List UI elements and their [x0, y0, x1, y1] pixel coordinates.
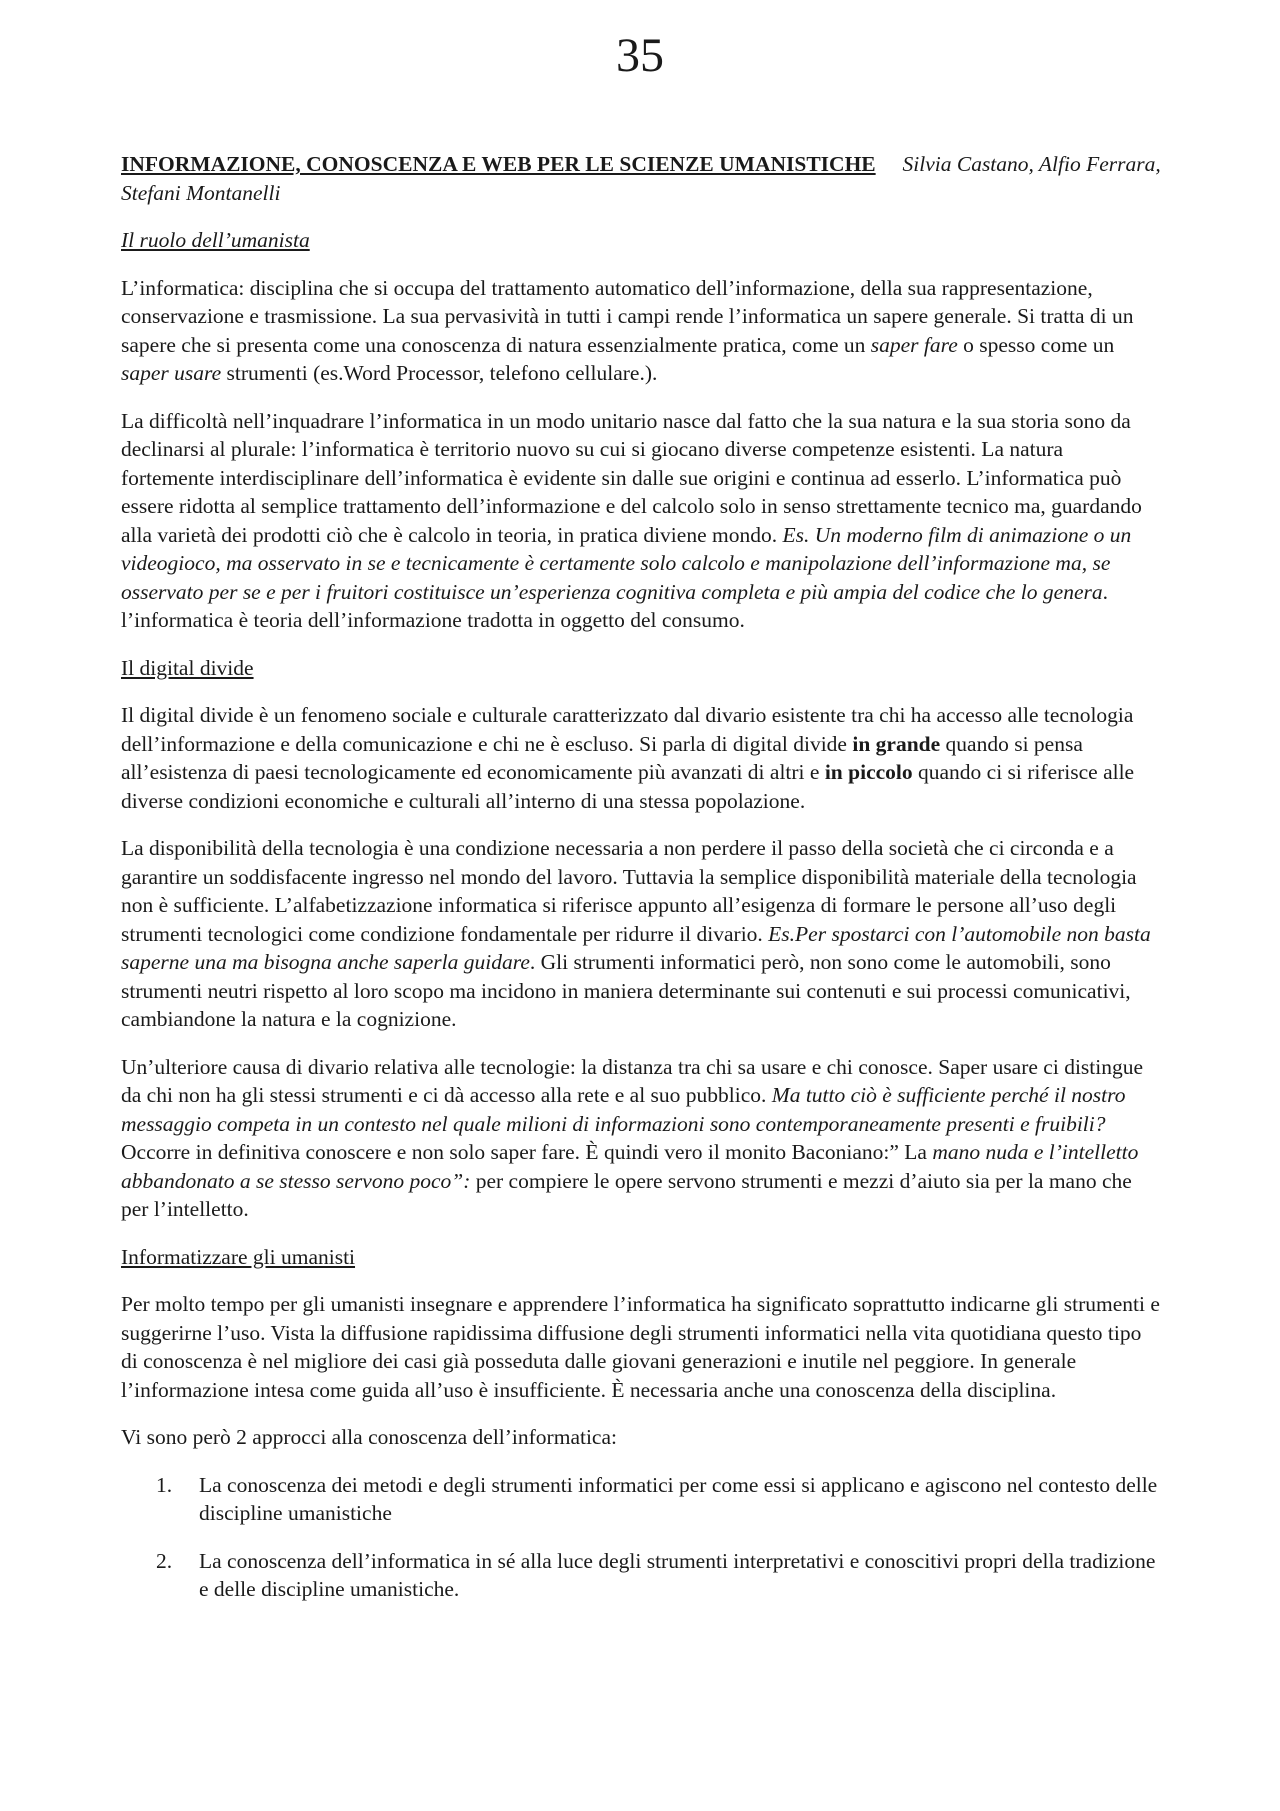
paragraph [121, 701, 1161, 815]
page-number: 35 [616, 29, 664, 82]
emphasis: Ma tutto ciò è sufficiente perché il nostro messaggio competa in un contesto nel quale milioni di informazioni sono contemporaneamente presenti e fruibili? [121, 1083, 1126, 1136]
paragraph [121, 1053, 1161, 1224]
document-title: INFORMAZIONE, CONOSCENZA E WEB PER LE SCIENZE UMANISTICHE [121, 152, 876, 176]
text-run: quando si pensa all’esistenza di paesi tecnologicamente ed economicamente più avanzati di altri e [121, 731, 1083, 784]
emphasis: saper fare [870, 332, 958, 357]
text-run: Occorre in definitiva conoscere e non solo saper fare. È quindi vero il monito Baconiano:” La [121, 1140, 933, 1164]
section-heading-informatizzare: Informatizzare gli umanisti [121, 1244, 356, 1269]
text-run: strumenti (es.Word Processor, telefono cellulare.). [221, 361, 658, 385]
title-line [121, 150, 1161, 207]
text-run: Il digital divide è un fenomeno sociale e culturale caratterizzato dal divario esistente tra chi ha accesso alle tecnologia dell’informazione e della comunicazione e chi ne è escluso. Si parla di digital divide [121, 703, 1134, 756]
text-run: o spesso come un [957, 332, 1115, 357]
emphasis: mano nuda e l’intelletto abbandonato a se stesso servono poco”: [121, 1140, 1139, 1193]
text-run: quando ci si riferisce alle diverse condizioni economiche e culturali all’interno di una stessa popolazione. [121, 760, 1135, 813]
document-authors: Silvia Castano, Alfio Ferrara, Stefani Montanelli [121, 152, 1161, 205]
example-quote: Es. Un moderno film di animazione o un videogioco, ma osservato in se e tecnicamente è certamente solo calcolo e manipolazione dell’informazione ma, se osservato per se e per i fruitori costituisce un’esperienza cognitiva completa e più ampia del codice che lo genera [121, 522, 1132, 604]
paragraph [121, 274, 1161, 388]
text-run: . l’informatica è teoria dell’informazione tradotta in oggetto del consumo. [121, 579, 1108, 632]
list-item [121, 1547, 1161, 1604]
text-run: L’informatica: disciplina che si occupa del trattamento automatico dell’informazione, della sua rappresentazione, conservazione e trasmissione. La sua pervasività in tutti i campi rende l’informatica un sapere generale. Si tratta di un sapere che si presenta come una conoscenza di natura essenzialmente pratica, come un [121, 275, 1134, 357]
text-run: La difficoltà nell’inquadrare l’informatica in un modo unitario nasce dal fatto che la sua natura e la sua storia sono da declinarsi al plurale: l’informatica è territorio nuovo su cui si giocano diverse competenze esistenti. La natura fortemente interdisciplinare dell’informatica è evidente sin dalle sue origini e continua ad esserlo. L’informatica può essere ridotta al semplice trattamento dell’informazione e del calcolo solo in senso strettamente tecnico ma, guardando alla varietà dei prodotti ciò che è calcolo in teoria, in pratica diviene mondo. [121, 408, 1142, 547]
paragraph [121, 407, 1161, 635]
text-run: . Gli strumenti informatici però, non sono come le automobili, sono strumenti neutri rispetto al loro scopo ma incidono in maniera determinante sui contenuti e sui processi comunicativi, cambiandone la natura e la cognizione. [121, 950, 1131, 1031]
emphasis: saper usare [121, 361, 222, 385]
text-run: La disponibilità della tecnologia è una condizione necessaria a non perdere il passo della società che ci circonda e a garantire un soddisfacente ingresso nel mondo del lavoro. Tuttavia la semplice disponibilità materiale della tecnologia non è sufficiente. L’alfabetizzazione informatica si riferisce appunto all’esigenza di formare le persone all’uso degli strumenti tecnologici come condizione fondamentale per ridurre il divario. [121, 836, 1137, 946]
document-body [121, 150, 1161, 1623]
paragraph: Vi sono però 2 approcci alla conoscenza dell’informatica: [121, 1425, 617, 1449]
list-item-text: La conoscenza dell’informatica in sé alla luce degli strumenti interpretativi e conoscitivi propri della tradizione e delle discipline umanistiche. [199, 1548, 1156, 1601]
section-heading-digital-divide: Il digital divide [121, 655, 254, 680]
list-item [121, 1471, 1161, 1528]
example-quote: Es.Per spostarci con l’automobile non basta saperne una ma bisogna anche saperla guidare [121, 921, 1151, 974]
text-run: Un’ulteriore causa di divario relativa alle tecnologie: la distanza tra chi sa usare e chi conosce. Saper usare ci distingue da chi non ha gli stessi strumenti e ci dà accesso alla rete e al suo pubblico. [121, 1054, 1144, 1107]
list-item-text: La conoscenza dei metodi e degli strumenti informatici per come essi si applicano e agiscono nel contesto delle discipline umanistiche [199, 1472, 1158, 1525]
list-item-number: 2. [156, 1548, 173, 1573]
text-run: per compiere le opere servono strumenti e mezzi d’aiuto sia per la mano che per l’intelletto. [121, 1168, 1132, 1221]
bold-term: in grande [852, 731, 941, 756]
list-item-number: 1. [156, 1472, 173, 1497]
approaches-list [121, 1471, 1161, 1604]
paragraph: Per molto tempo per gli umanisti insegnare e apprendere l’informatica ha significato soprattutto indicarne gli strumenti e suggerirne l’uso. Vista la diffusione rapidissima diffusione degli strumenti informatici nella vita quotidiana questo tipo di conoscenza è nel migliore dei casi già posseduta dalle giovani generazioni e inutile nel peggiore. In generale l’informazione intesa come guida all’uso è insufficiente. È necessaria anche una conoscenza della disciplina. [121, 1292, 1160, 1402]
paragraph [121, 834, 1161, 1034]
section-heading-ruolo: Il ruolo dell’umanista [121, 228, 310, 252]
bold-term: in piccolo [824, 760, 913, 784]
